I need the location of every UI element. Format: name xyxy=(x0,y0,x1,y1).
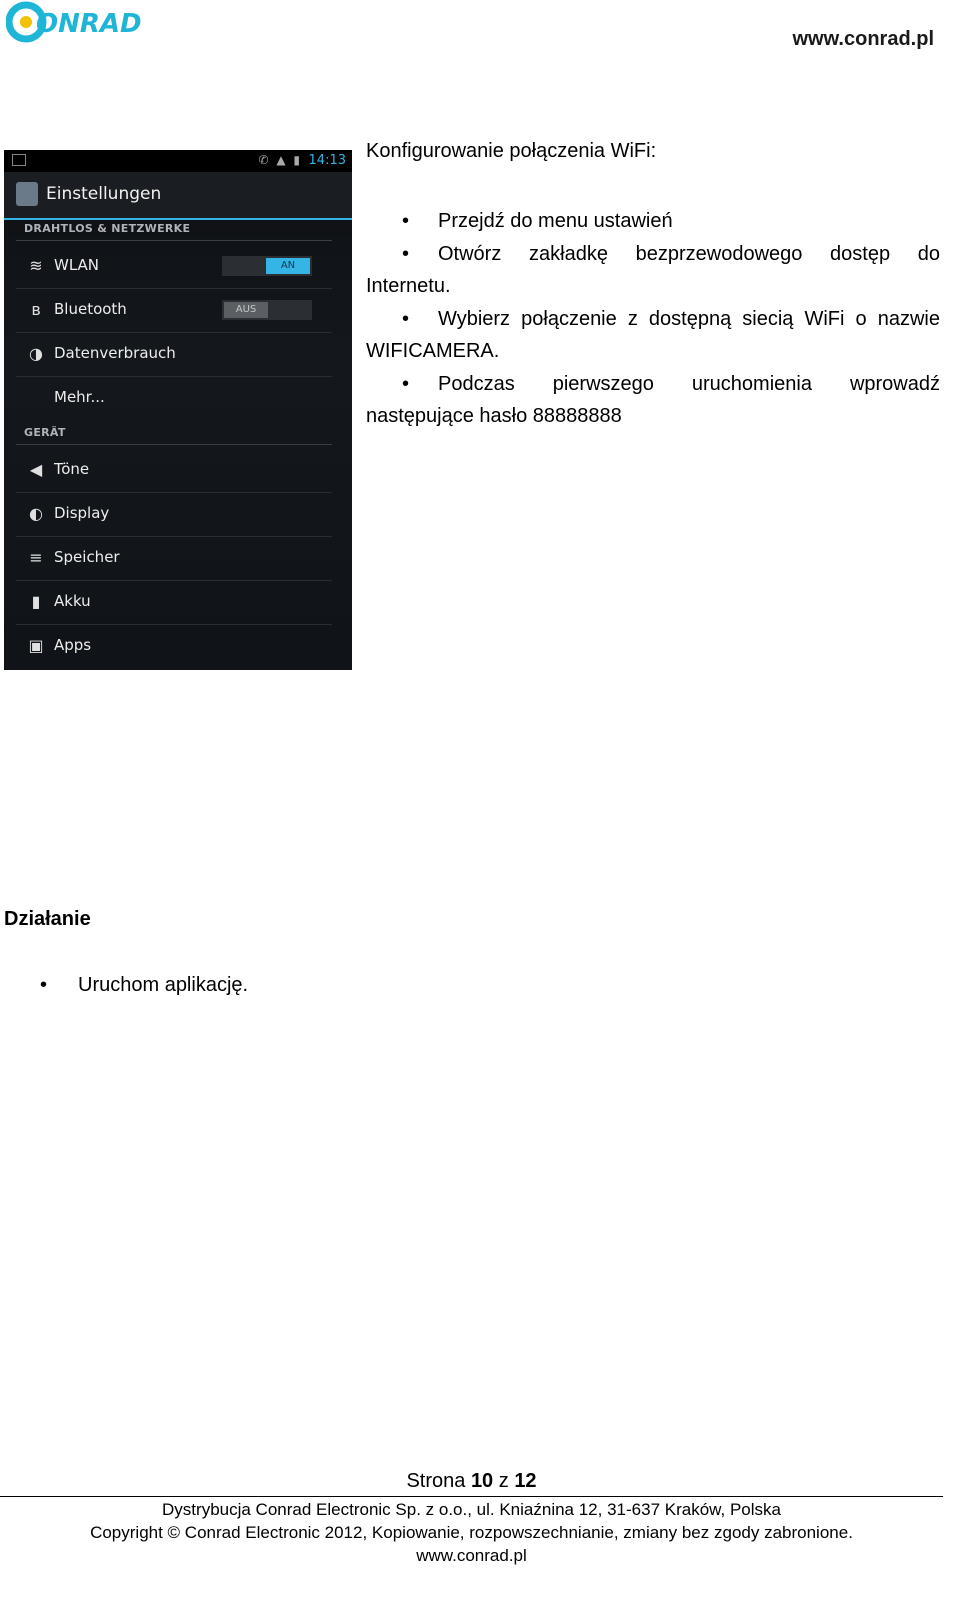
svg-text:ONRAD: ONRAD xyxy=(36,9,142,39)
toggle-off-label: AUS xyxy=(224,302,268,318)
wifi-setup-heading: Konfigurowanie połączenia WiFi: xyxy=(366,140,657,162)
footer-url: www.conrad.pl xyxy=(416,1546,527,1565)
settings-title: Einstellungen xyxy=(46,184,162,204)
section-header-wireless: DRAHTLOS & NETZWERKE xyxy=(24,222,191,235)
page-number xyxy=(0,1470,943,1493)
page-prefix: Strona xyxy=(406,1470,466,1492)
header-site-url: www.conrad.pl xyxy=(792,28,934,50)
list-item xyxy=(366,205,940,238)
divider xyxy=(16,444,332,445)
page-separator: z xyxy=(498,1470,509,1492)
display-icon: ◐ xyxy=(29,504,43,523)
bullet-icon: • xyxy=(402,242,410,265)
settings-item-label: Apps xyxy=(54,636,92,654)
settings-item-battery[interactable] xyxy=(16,580,332,625)
settings-icon xyxy=(16,182,38,206)
section-title: Działanie xyxy=(4,908,91,930)
page-total: 12 xyxy=(514,1470,537,1492)
page-current: 10 xyxy=(470,1470,494,1492)
wifi-icon: ≋ xyxy=(29,256,43,275)
bullet-icon: • xyxy=(402,210,410,232)
settings-item-data-usage[interactable] xyxy=(16,332,332,377)
settings-item-display[interactable] xyxy=(16,492,332,537)
footer-divider xyxy=(0,1496,943,1497)
settings-item-storage[interactable] xyxy=(16,536,332,581)
gallery-icon xyxy=(12,154,26,166)
list-item-text: Wybierz połączenie z dostępną siecią WiFi o nazwie WIFICAMERA. xyxy=(366,307,940,362)
list-item-text: Podczas pierwszego uruchomienia wprowadź następujące hasło 88888888 xyxy=(366,372,940,427)
list-item xyxy=(366,368,940,433)
list-item xyxy=(366,238,940,303)
settings-item-apps[interactable] xyxy=(16,624,332,668)
storage-icon: ≡ xyxy=(29,548,43,567)
bullet-icon: • xyxy=(40,974,48,996)
data-usage-icon: ◑ xyxy=(29,344,43,363)
list-item xyxy=(366,303,940,368)
signal-icon: ✆ ▲ ▮ xyxy=(258,153,302,167)
status-bar xyxy=(4,150,352,172)
bluetooth-toggle[interactable] xyxy=(222,300,312,320)
settings-item-label: Mehr... xyxy=(54,388,105,406)
settings-item-label: Akku xyxy=(54,592,91,610)
settings-item-label: Display xyxy=(54,504,110,522)
settings-item-sounds[interactable] xyxy=(16,448,332,493)
list-item-text: Otwórz zakładkę bezprzewodowego dostęp do Internetu. xyxy=(366,242,940,297)
wifi-setup-steps xyxy=(366,205,940,433)
android-settings-screenshot xyxy=(4,150,352,670)
settings-item-bluetooth[interactable] xyxy=(16,288,332,333)
divider xyxy=(16,240,332,241)
action-bar xyxy=(4,172,352,220)
toggle-on-label: AN xyxy=(266,258,310,274)
settings-item-label: WLAN xyxy=(54,256,100,274)
battery-icon: ▮ xyxy=(31,592,41,611)
section-header-device: GERÄT xyxy=(24,426,66,439)
footer-copyright: Copyright © Conrad Electronic 2012, Kopiowanie, rozpowszechnianie, zmiany bez zgody zabronione. xyxy=(90,1523,853,1542)
wlan-toggle[interactable] xyxy=(222,256,312,276)
apps-icon: ▣ xyxy=(28,636,44,655)
settings-item-label: Bluetooth xyxy=(54,300,127,318)
bullet-icon: • xyxy=(402,372,410,395)
list-item: Uruchom aplikację. xyxy=(78,974,249,996)
settings-item-label: Datenverbrauch xyxy=(54,344,176,362)
bullet-icon: • xyxy=(402,307,410,330)
status-time: 14:13 xyxy=(308,153,346,168)
list-item-text: Przejdź do menu ustawień xyxy=(438,210,673,232)
settings-item-label: Töne xyxy=(54,460,90,478)
footer-distribution: Dystrybucja Conrad Electronic Sp. z o.o., ul. Kniaźnina 12, 31-637 Kraków, Polska xyxy=(162,1500,781,1519)
conrad-logo xyxy=(6,0,166,44)
settings-item-more[interactable] xyxy=(16,376,332,420)
settings-item-wlan[interactable] xyxy=(16,244,332,289)
volume-icon: ◀ xyxy=(29,460,43,479)
settings-item-label: Speicher xyxy=(54,548,120,566)
bluetooth-icon: ʙ xyxy=(31,300,41,319)
